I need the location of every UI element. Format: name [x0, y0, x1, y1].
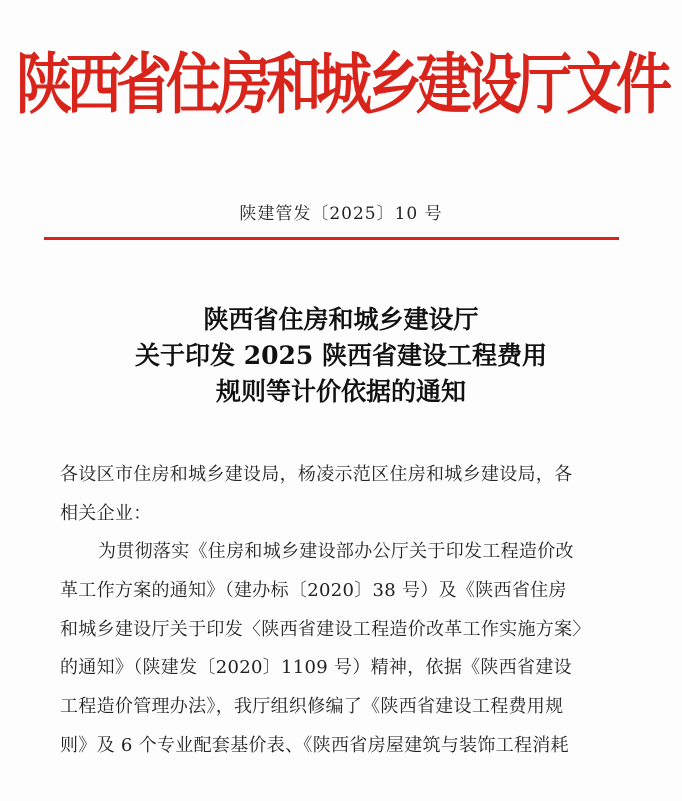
title-line: 关于印发 2025 陕西省建设工程费用 [135, 341, 547, 370]
body-line-paragraph: 革工作方案的通知》（建办标〔2020〕38 号）及《陕西省住房 [60, 580, 567, 602]
body-line-addressee: 相关企业： [60, 502, 152, 524]
body-line-paragraph: 工程造价管理办法》，我厅组织修编了《陕西省建设工程费用规 [60, 696, 564, 718]
document-number: 陕建管发〔2025〕10 号 [239, 204, 443, 224]
body-line-paragraph: 和城乡建设厅关于印发〈陕西省建设工程造价改革工作实施方案〉 [60, 618, 591, 640]
title-line: 陕西省住房和城乡建设厅 [203, 305, 479, 334]
masthead-title: 陕西省住房和城乡建设厅文件 [16, 45, 666, 124]
body-line-paragraph: 则》及 6 个专业配套基价表、《陕西省房屋建筑与装饰工程消耗 [60, 734, 569, 756]
notice-title [0, 302, 682, 410]
title-line: 规则等计价依据的通知 [215, 377, 466, 406]
notice-body [60, 456, 635, 766]
red-divider-line [44, 237, 619, 240]
body-line-paragraph: 的通知》（陕建发〔2020〕1109 号）精神，依据《陕西省建设 [60, 657, 572, 679]
body-line-addressee: 各设区市住房和城乡建设局，杨凌示范区住房和城乡建设局，各 [60, 464, 573, 485]
body-line-paragraph: 为贯彻落实《住房和城乡建设部办公厅关于印发工程造价改 [98, 541, 574, 563]
